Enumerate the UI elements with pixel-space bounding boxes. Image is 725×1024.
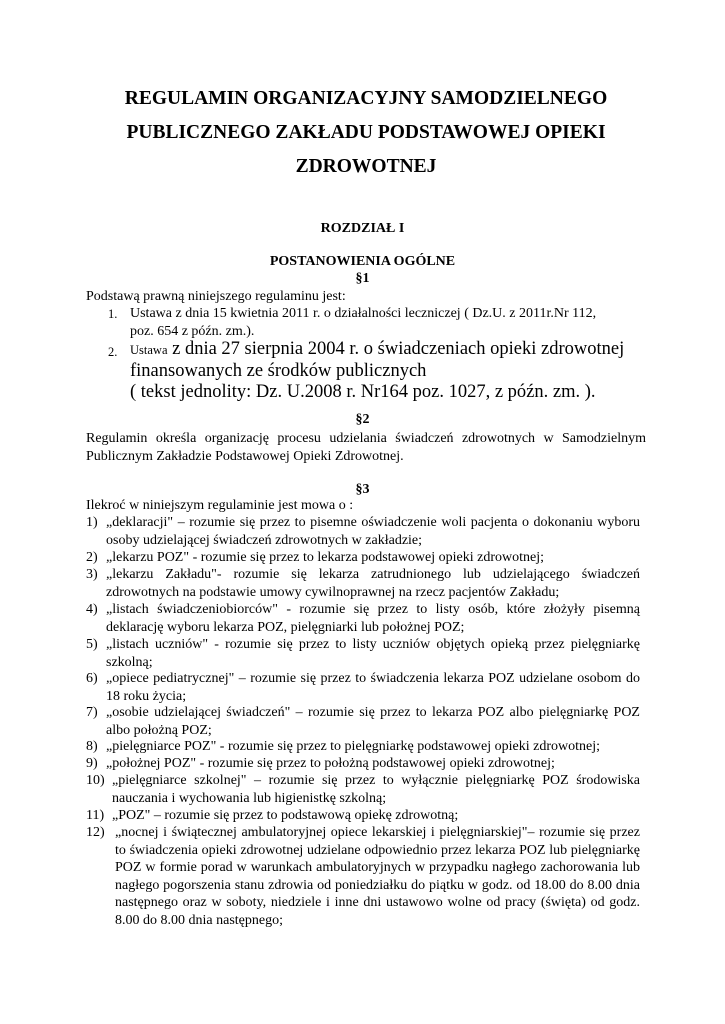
s3-item-term: „osobie udzielającej świadczeń": [106, 705, 291, 720]
s3-item-10: [112, 772, 640, 807]
s3-item-term: „listach uczniów": [106, 637, 209, 652]
s1-item-2-line-1: z dnia 27 sierpnia 2004 r. o świadczeniach opieki zdrowotnej: [167, 339, 625, 359]
s3-item-number: 6): [86, 671, 98, 686]
s3-item-term: „deklaracji": [106, 515, 174, 530]
paragraph-mark-2: §2: [355, 412, 370, 427]
s3-item-text: - rozumie się przez to pielęgniarkę podstawowej opieki zdrowotnej;: [216, 739, 600, 754]
s3-item-text: – rozumie się przez to świadczenia lekarza POZ udzielane osobom do 18 roku życia;: [106, 671, 640, 704]
s1-item-1-line-1: Ustawa z dnia 15 kwietnia 2011 r. o działalności leczniczej ( Dz.U. z 2011r.Nr 112,: [130, 306, 597, 321]
s3-item-term: „lekarzu Zakładu": [106, 567, 217, 582]
s3-item-5: [106, 636, 640, 671]
s3-item-3: [106, 566, 640, 601]
s3-item-text: – rozumie się przez to lekarza POZ albo pielęgniarkę POZ albo położną POZ;: [106, 705, 640, 738]
s1-item-2-text: [130, 339, 640, 403]
s3-item-text: - rozumie się przez to położną podstawowej opieki zdrowotnej;: [196, 756, 555, 771]
s1-item-2-line-2: finansowanych ze środków publicznych: [130, 361, 427, 381]
s3-item-8: [106, 738, 640, 756]
s3-item-number: 7): [86, 705, 98, 720]
s3-item-9: [106, 755, 640, 773]
paragraph-mark-3: §3: [355, 482, 370, 497]
s3-item-12: [115, 824, 640, 929]
paragraph-mark-1: §1: [355, 271, 370, 286]
s1-item-1-text: [130, 305, 640, 340]
s1-item-2-number: 2.: [108, 345, 118, 359]
s3-item-text: – rozumie się przez to pisemne oświadczenie woli pacjenta o dokonaniu wyboru osoby udzielającej świadczeń zdrowotnych w zakładzie;: [106, 515, 640, 548]
s3-item-term: „POZ": [112, 808, 151, 823]
s3-item-number: 11): [86, 808, 105, 823]
title-line-3: ZDROWOTNEJ: [295, 156, 437, 177]
s1-item-2-line-3: ( tekst jednolity: Dz. U.2008 r. Nr164 poz. 1027, z późn. zm. ).: [130, 382, 596, 402]
s3-intro: Ilekroć w niniejszym regulaminie jest mowa o :: [86, 498, 354, 513]
s3-item-1: [106, 514, 640, 549]
s3-item-number: 8): [86, 739, 98, 754]
s3-item-text: "– rozumie się przez to świadczenia opieki zdrowotnej udzielane odpowiednio przez lekarza POZ lub pielęgniarkę POZ w formie porad w warunkach ambulatoryjnych w przypadku nagłego zachorowania lub nagłego pogorszenia stanu zdrowia od poniedziałku do piątku w godz. od 18.00 do 8.00 dnia następnego oraz w soboty, niedziele i inne dni ustawowo wolne od pracy (święta) od godz. 8.00 do 8.00 dnia następnego;: [115, 825, 640, 928]
s3-item-4: [106, 601, 640, 636]
s3-item-number: 12): [86, 825, 105, 840]
s3-item-11: [112, 807, 640, 825]
s3-item-number: 3): [86, 567, 98, 582]
s3-item-number: 10): [86, 773, 105, 788]
chapter-heading: ROZDZIAŁ I: [320, 221, 405, 236]
s3-item-number: 9): [86, 756, 98, 771]
s3-item-term: „pielęgniarce szkolnej": [112, 773, 247, 788]
s3-item-number: 2): [86, 550, 98, 565]
s3-item-term: „lekarzu POZ": [106, 550, 190, 565]
section-heading: POSTANOWIENIA OGÓLNE: [269, 254, 456, 269]
s3-item-7: [106, 704, 640, 739]
s1-item-1-line-2: poz. 654 z późn. zm.).: [130, 323, 255, 339]
s3-item-6: [106, 670, 640, 705]
s3-item-text: – rozumie się przez to podstawową opiekę zdrowotną;: [150, 808, 459, 823]
s3-item-number: 1): [86, 515, 98, 530]
s3-item-term: „opiece pediatrycznej": [106, 671, 235, 686]
s3-item-text: - rozumie się przez to listy osób, które złożyły pisemną deklarację wyboru lekarza POZ, pielęgniarki lub położnej POZ;: [106, 602, 640, 635]
s1-item-1-number: 1.: [108, 307, 118, 321]
title-line-1: REGULAMIN ORGANIZACYJNY SAMODZIELNEGO: [124, 88, 608, 109]
s3-item-number: 4): [86, 602, 98, 617]
s3-item-term: „listach świadczeniobiorców": [106, 602, 278, 617]
s3-item-term: „położnej POZ": [106, 756, 197, 771]
s3-item-text: – rozumie się przez to wyłącznie pielęgniarkę POZ środowiska nauczania i wychowania lub higienistkę szkolną;: [112, 773, 640, 806]
s1-intro: Podstawą prawną niniejszego regulaminu jest:: [86, 289, 346, 304]
s3-item-text: - rozumie się przez to lekarza podstawowej opieki zdrowotnej;: [189, 550, 544, 565]
s1-item-2-prefix: Ustawa: [130, 343, 168, 357]
s3-item-2: [106, 549, 640, 567]
s3-item-text: - rozumie się lekarza zatrudnionego lub udzielającego świadczeń zdrowotnych na podstawie umowy cywilnoprawnej na rzecz pacjentów Zakładu;: [106, 567, 640, 600]
s2-text: Regulamin określa organizację procesu udzielania świadczeń zdrowotnych w Samodzielnym Publicznym Zakładzie Podstawowej Opieki Zdrowotnej.: [86, 431, 646, 464]
s3-item-term: „nocnej i świątecznej ambulatoryjnej opiece lekarskiej i pielęgniarskiej: [115, 825, 522, 840]
s3-item-number: 5): [86, 637, 98, 652]
s3-item-text: - rozumie się przez to listy uczniów objętych opieką przez pielęgniarkę szkolną;: [106, 637, 640, 670]
document-title: [86, 82, 646, 184]
s3-item-term: „pielęgniarce POZ": [106, 739, 217, 754]
title-line-2: PUBLICZNEGO ZAKŁADU PODSTAWOWEJ OPIEKI: [126, 122, 606, 143]
